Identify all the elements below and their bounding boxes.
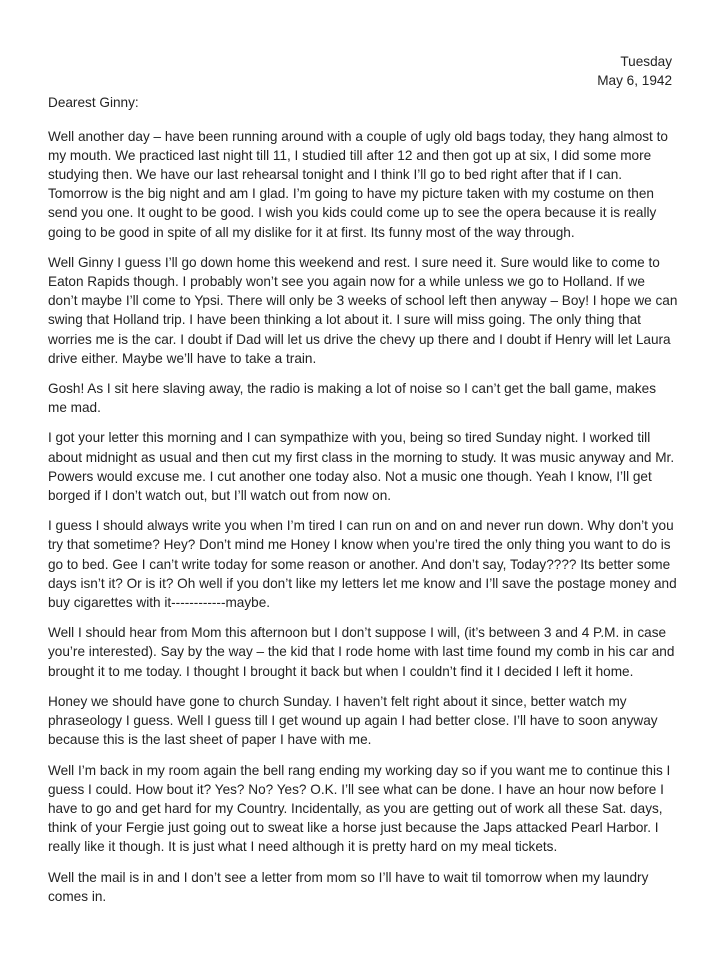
letter-paragraph: Honey we should have gone to church Sunday. I haven’t felt right about it since, better watch my phraseology I guess. Well I guess till I get wound up again I had better close. I’ll have to soon anyway because this is the last sheet of paper I have with me. (48, 693, 658, 748)
letter-day: Tuesday (620, 54, 672, 69)
letter-date-block (48, 52, 672, 90)
letter-date: May 6, 1942 (597, 73, 672, 89)
letter-paragraph: Well I’m back in my room again the bell rang ending my working day so if you want me to continue this I guess I could. How bout it? Yes? No? Yes? O.K. I’ll see what can be done. I have an hour now before I have to go and get hard for my Country. Incidentally, as you are getting out of work all these Sat. days, think of your Fergie just going out to sweat like a horse just because the Japs attacked Pearl Harbor. I really like it though. It is just what I need although it is pretty hard on my meal tickets. (48, 762, 671, 855)
letter-paragraph: Well Ginny I guess I’ll go down home this weekend and rest. I sure need it. Sure would like to come to Eaton Rapids though. I probably won’t see you again now for a while unless we go to Holland. If we don’t maybe I’ll come to Ypsi. There will only be 3 weeks of school left then anyway – Boy! I hope we can swing that Holland trip. I have been thinking a lot about it. I sure will miss going. The only thing that worries me is the car. I doubt if Dad will let us drive the chevy up there and I doubt if Henry will let Laura drive either. Maybe we’ll have to take a train. (48, 254, 678, 366)
letter-paragraph: Well I should hear from Mom this afternoon but I don’t suppose I will, (it’s between 3 and 4 P.M. in case you’re interested). Say by the way – the kid that I rode home with last time found my comb in his car and brought it to me today. I thought I brought it back but when I couldn’t find it I decided I left it home. (48, 625, 675, 679)
letter-salutation: Dearest Ginny: (48, 95, 139, 111)
letter-paragraph: Well the mail is in and I don’t see a letter from mom so I’ll have to wait til tomorrow when my laundry comes in. (48, 869, 649, 904)
letter-paragraph: Well another day – have been running around with a couple of ugly old bags today, they hang almost to my mouth. We practiced last night till 11, I studied till after 12 and then got up at six, I did some more studying then. We have our last rehearsal tonight and I think I’ll go to bed right after that if I can. Tomorrow is the big night and am I glad. I’m going to have my picture taken with my costume on then send you one. It ought to be good. I wish you kids could come up to see the opera because it is really going to be good in spite of all my dislike for it at first. Its funny most of the way through. (48, 128, 668, 240)
letter-paragraph: I guess I should always write you when I’m tired I can run on and on and never run down. Why don’t you try that sometime? Hey? Don’t mind me Honey I know when you’re tired the only thing you want to do is go to bed. Gee I can’t write today for some reason or another. And don’t say, Today???? Its better some days isn’t it? Or is it? Oh well if you don’t like my letters let me know and I’ll save the postage money and buy cigarettes with it------------maybe. (48, 518, 677, 611)
letter-paragraph: Gosh! As I sit here slaving away, the radio is making a lot of noise so I can’t get the ball game, makes me mad. (48, 381, 657, 416)
letter-page (48, 52, 678, 906)
letter-paragraph: I got your letter this morning and I can sympathize with you, being so tired Sunday night. I worked till about midnight as usual and then cut my first class in the morning to study. It was music anyway and Mr. Powers would excuse me. I cut another one today also. Not a music one though. Yeah I know, I’ll get borged if I don’t watch out, but I’ll watch out from now on. (48, 430, 675, 504)
